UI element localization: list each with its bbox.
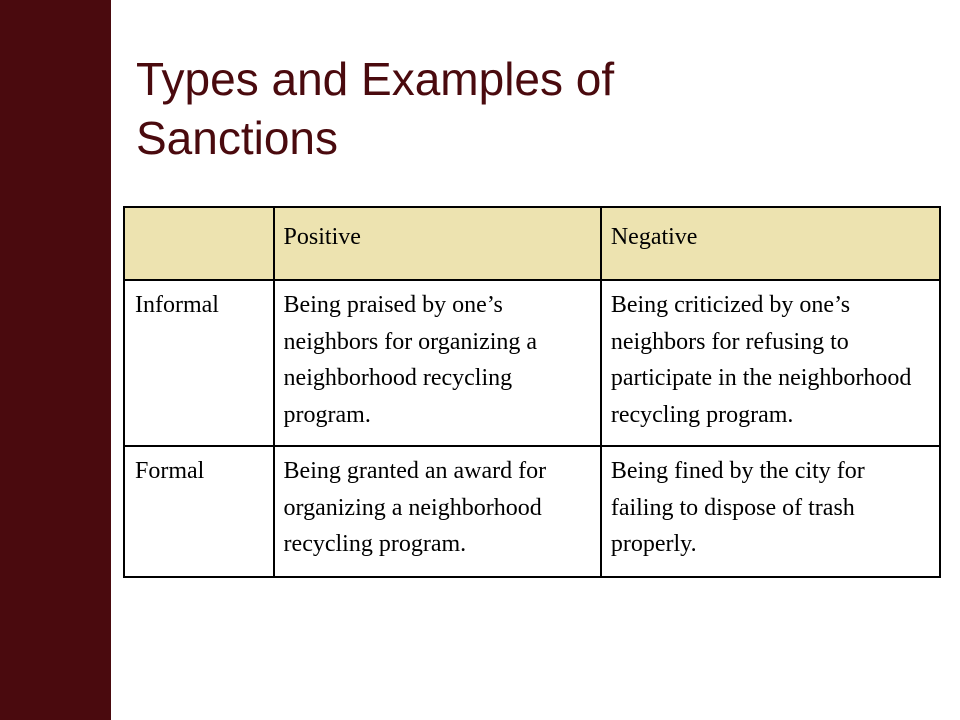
row-label-informal: Informal: [124, 280, 274, 446]
slide-title-line-2: Sanctions: [136, 112, 339, 164]
header-positive: Positive: [274, 207, 601, 280]
header-negative: Negative: [601, 207, 940, 280]
table-row-formal: [124, 446, 940, 577]
sanctions-table: [123, 206, 941, 578]
row-label-formal: Formal: [124, 446, 274, 577]
cell-formal-positive: Being granted an award for organizing a neighborhood recycling program.: [274, 446, 601, 577]
cell-formal-negative: Being fined by the city for failing to dispose of trash properly.: [601, 446, 940, 577]
cell-informal-negative: Being criticized by one’s neighbors for refusing to participate in the neighborhood recycling program.: [601, 280, 940, 446]
cell-informal-positive: Being praised by one’s neighbors for organizing a neighborhood recycling program.: [274, 280, 601, 446]
table-row-informal: [124, 280, 940, 446]
header-corner-cell: [124, 207, 274, 280]
slide-title-line-1: Types and Examples of: [136, 53, 615, 105]
table-header-row: [124, 207, 940, 280]
slide-title: [136, 50, 916, 168]
side-accent-bar: [0, 0, 111, 720]
